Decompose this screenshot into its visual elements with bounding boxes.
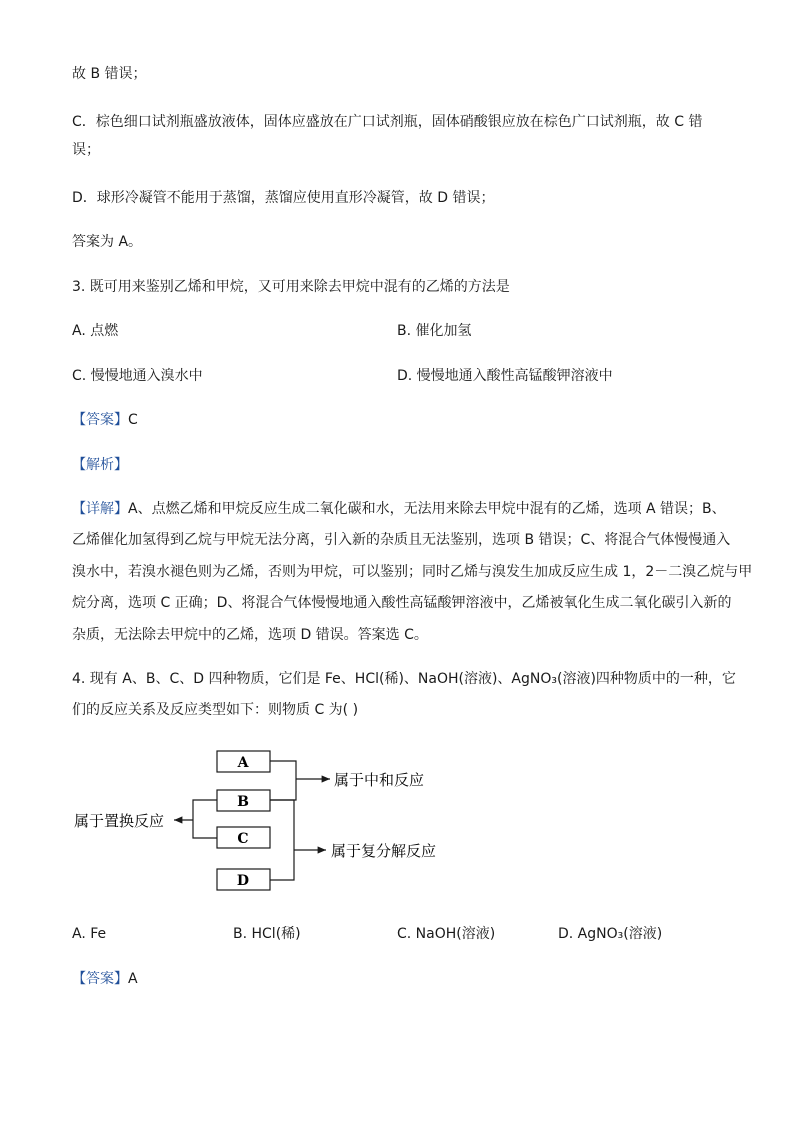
text-line: C．棕色细口试剂瓶盛放液体，固体应盛放在广口试剂瓶，固体硝酸银应放在棕色广口试剂瓶，故 C 错 — [72, 114, 703, 130]
q4-option-d: D. AgNO₃(溶液) — [558, 926, 663, 942]
q4-option-b: B. HCl(稀) — [233, 926, 301, 942]
question-3-stem: 3. 既可用来鉴别乙烯和甲烷，又可用来除去甲烷中混有的乙烯的方法是 — [72, 279, 510, 295]
text-line: 故 B 错误； — [72, 66, 147, 82]
label-displacement: 属于置换反应 — [74, 812, 165, 830]
box-c-label: C — [237, 831, 249, 847]
text-line: D．球形冷凝管不能用于蒸馏，蒸馏应使用直形冷凝管，故 D 错误； — [72, 190, 495, 206]
box-b-label: B — [237, 794, 249, 810]
q3-answer — [72, 410, 138, 430]
box-d-label: D — [236, 873, 250, 889]
detail-text: A、点燃乙烯和甲烷反应生成二氧化碳和水，无法用来除去甲烷中混有的乙烯，选项 A 错误；B、 — [128, 501, 726, 517]
answer-label: 【答案】 — [72, 412, 128, 428]
q3-option-b: B. 催化加氢 — [397, 323, 472, 339]
q3-detail-line: 溴水中，若溴水褪色则为乙烯，否则为甲烷，可以鉴别；同时乙烯与溴发生加成反应生成 1，2－二溴乙烷与甲 — [72, 564, 753, 580]
label-double-decomposition: 属于复分解反应 — [331, 842, 437, 860]
text-line: 误； — [72, 142, 100, 158]
answer-line: 答案为 A。 — [72, 234, 143, 250]
q3-option-c: C. 慢慢地通入溴水中 — [72, 368, 203, 384]
answer-value: A — [128, 971, 138, 987]
question-4-stem: 们的反应关系及反应类型如下：则物质 C 为( ) — [72, 702, 359, 718]
box-a-label: A — [237, 755, 249, 771]
question-4-stem: 4. 现有 A、B、C、D 四种物质，它们是 Fe、HCl(稀)、NaOH(溶液)、AgNO₃(溶液)四种物质中的一种，它 — [72, 671, 736, 687]
q3-option-d: D. 慢慢地通入酸性高锰酸钾溶液中 — [397, 368, 613, 384]
q4-option-a: A. Fe — [72, 926, 107, 942]
detail-label: 【详解】 — [72, 501, 128, 517]
q3-detail-line: 烷分离，选项 C 正确；D、将混合气体慢慢地通入酸性高锰酸钾溶液中，乙烯被氧化生成二氧化碳引入新的 — [72, 595, 732, 611]
answer-label: 【答案】 — [72, 971, 128, 987]
reaction-diagram — [0, 740, 794, 930]
analysis-label: 【解析】 — [72, 457, 128, 473]
q3-detail-line — [72, 499, 726, 519]
q3-option-a: A. 点燃 — [72, 323, 119, 339]
answer-value: C — [128, 412, 138, 428]
q4-answer — [72, 969, 138, 989]
label-neutralization: 属于中和反应 — [334, 771, 425, 789]
q4-option-c: C. NaOH(溶液) — [397, 926, 496, 942]
q3-detail-line: 杂质，无法除去甲烷中的乙烯，选项 D 错误。答案选 C。 — [72, 627, 428, 643]
q3-analysis-heading — [72, 455, 128, 475]
q3-detail-line: 乙烯催化加氢得到乙烷与甲烷无法分离，引入新的杂质且无法鉴别，选项 B 错误；C、将混合气体慢慢通入 — [72, 532, 731, 548]
